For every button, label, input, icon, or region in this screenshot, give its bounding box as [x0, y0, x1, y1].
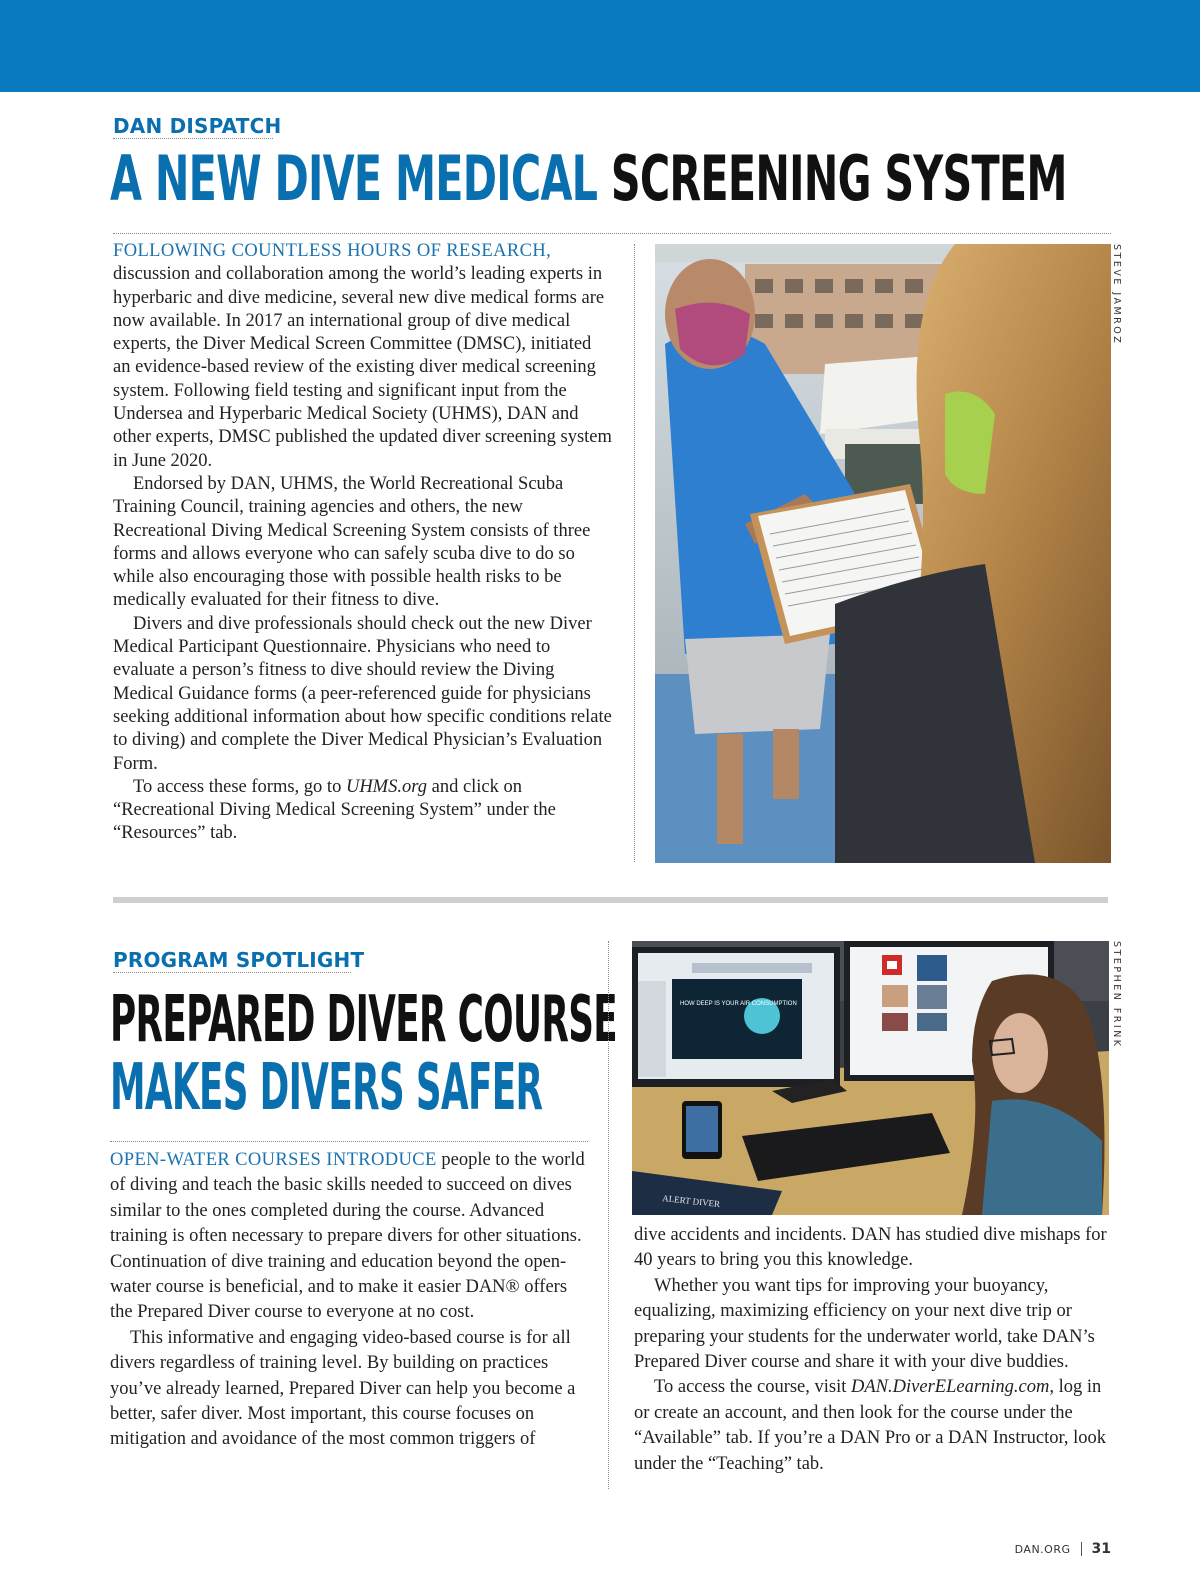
paragraph-1 [113, 240, 613, 473]
photo-illustration-2 [632, 941, 1109, 1215]
article-body-prepared-diver-col1 [110, 1148, 588, 1453]
kicker-underline-2 [113, 972, 351, 973]
photo-medical-form-checkin [655, 244, 1111, 863]
headline-blue-part: A NEW DIVE MEDICAL [110, 142, 598, 215]
article-headline-screening [110, 142, 1067, 215]
photo-computer-course [632, 941, 1109, 1215]
photo-credit-1: STEVE JAMROZ [1111, 244, 1122, 346]
paragraph-4-post: and click on “Recreational Diving Medical Screening System” under the “Resources” tab. [113, 776, 556, 844]
header-color-band [0, 0, 1200, 92]
section-kicker-program-spotlight: PROGRAM SPOTLIGHT [113, 948, 365, 972]
magazine-text: ALERT DIVER [661, 1193, 721, 1210]
uhms-link[interactable]: UHMS.org [345, 776, 427, 797]
man-shorts [685, 634, 830, 734]
paragraph-2: Endorsed by DAN, UHMS, the World Recreational Scuba Training Council, training agencies and others, the new Recreational Diving Medical Screening System consists of three forms and allows everyone who can safely scuba dive to do so while also encouraging those with possible health risks to be medically evaluated for their fitness to dive. [113, 473, 591, 611]
video-frame [672, 979, 802, 1059]
footer-site[interactable]: DAN.ORG [1014, 1542, 1071, 1556]
paragraph-2: This informative and engaging video-based course is for all divers regardless of training level. By building on practices you’ve already learned, Prepared Diver can help you become a better, safer diver. Most important, this course focuses on mitigation and avoidance of the most common triggers of [110, 1327, 576, 1450]
paragraph-1 [110, 1148, 588, 1326]
paragraph-4 [634, 1375, 1112, 1477]
section-kicker-dan-dispatch: DAN DISPATCH [113, 114, 282, 138]
kicker-underline [113, 138, 273, 139]
article-headline-line-2: MAKES DIVERS SAFER [110, 1051, 543, 1125]
column-separator-2 [608, 941, 609, 1489]
page-number: 31 [1091, 1541, 1111, 1557]
paragraph-4 [113, 776, 613, 846]
lead-in: OPEN-WATER COURSES INTRODUCE [110, 1150, 437, 1170]
paragraph-4-pre: To access these forms, go to [133, 776, 342, 797]
lead-in: FOLLOWING COUNTLESS HOURS OF RESEARCH, [113, 241, 552, 261]
paragraph-4-post: log in or create an account, and then look for the course under the “Available” tab. If you’re a DAN Pro or a DAN Instructor, look under the “Teaching” tab. [634, 1377, 1107, 1474]
column-separator [634, 244, 635, 862]
page-footer [1015, 1541, 1111, 1557]
paragraph-2-continued: dive accidents and incidents. DAN has studied dive mishaps for 40 years to bring you this knowledge. [634, 1225, 1107, 1271]
paragraph-4-pre: To access the course, visit [654, 1377, 847, 1398]
elearning-link[interactable]: DAN.DiverELearning.com, [851, 1377, 1054, 1398]
article-body-prepared-diver-col2 [634, 1223, 1112, 1477]
headline-rule-2 [110, 1141, 588, 1142]
photo-credit-2: STEPHEN FRINK [1111, 941, 1122, 1049]
person-face [992, 1013, 1048, 1093]
section-divider [113, 897, 1108, 903]
paragraph-3: Whether you want tips for improving your buoyancy, equalizing, maximizing efficiency on your next dive trip or preparing your students for the underwater world, take DAN’s Prepared Diver course and share it with your dive buddies. [634, 1275, 1095, 1373]
headline-black-part: SCREENING SYSTEM [610, 142, 1067, 215]
screen-text: HOW DEEP IS YOUR AIR CONSUMPTION [680, 1001, 797, 1007]
photo-illustration [655, 244, 1111, 863]
headline-rule [113, 233, 1111, 234]
article-headline-line-1: PREPARED DIVER COURSE [110, 983, 618, 1057]
paragraph-1-text: discussion and collaboration among the world’s leading experts in hyperbaric and dive medicine, several new dive medical forms are now available. In 2017 an international group of dive medical experts, the Diver Medical Screen Committee (DMSC), initiated an evidence-based review of the existing diver medical screening system. Following field testing and significant input from the Undersea and Hyperbaric Medical Society (UHMS), DAN and other experts, DMSC published the updated diver screening system in June 2020. [113, 264, 612, 471]
paragraph-1-text: people to the world of diving and teach the basic skills needed to succeed on dives similar to the ones completed during the course. Advanced training is often necessary to prepare divers for other situations. Continuation of dive training and education beyond the open-water course is beneficial, and to make it easier DAN® offers the Prepared Diver course to everyone at no cost. [110, 1150, 585, 1323]
article-body-screening [113, 240, 613, 846]
footer-separator [1081, 1542, 1082, 1556]
paragraph-3: Divers and dive professionals should check out the new Diver Medical Participant Questionnaire. Physicians who need to evaluate a person’s fitness to dive should review the Diving Medical Guidance forms (a peer-referenced guide for physicians seeking additional information about how specific conditions relate to diving) and complete the Diver Medical Physician’s Evaluation Form. [113, 613, 612, 774]
